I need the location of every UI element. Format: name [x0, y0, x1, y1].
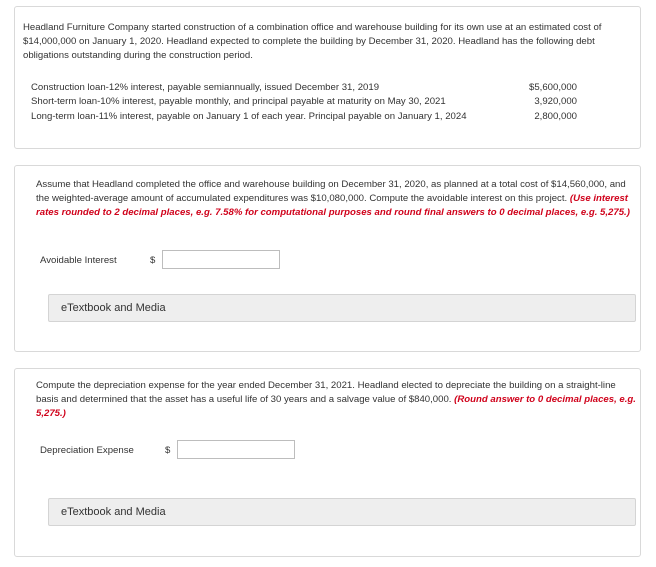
debt-amount: 2,800,000 — [534, 111, 577, 122]
depreciation-expense-card — [14, 368, 641, 557]
debt-amount: 3,920,000 — [534, 96, 577, 107]
avoidable-interest-label: Avoidable Interest — [40, 255, 117, 266]
rounding-instruction: (Use interest rates rounded to 2 decimal places, e.g. 7.58% for computational purposes and round final answers to 0 decimal places, e.g. 5,275.) — [36, 193, 630, 219]
debt-amount: $5,600,000 — [528, 82, 577, 93]
question-body: Compute the depreciation expense for the year ended December 31, 2021. Headland elected to depreciate the building on a straight-line basis and determined that the asset has a useful life of 30 years and a salvage value of $840,000. — [36, 380, 616, 406]
intro-text: Headland Furniture Company started construction of a combination office and warehouse building for its own use at an estimated cost of $14,000,000 on January 1, 2020. Headland expected to complete the building by December 31, 2020. Headland has the following debt obligations outstanding during the construction period. — [23, 22, 602, 62]
avoidable-interest-input[interactable] — [162, 250, 280, 269]
question-text — [36, 178, 636, 221]
depreciation-expense-input[interactable] — [177, 440, 295, 459]
debt-description: Short-term loan-10% interest, payable monthly, and principal payable at maturity on May 30, 2021 — [31, 96, 446, 107]
debt-description: Long-term loan-11% interest, payable on January 1 of each year. Principal payable on January 1, 2024 — [31, 111, 467, 122]
depreciation-expense-label: Depreciation Expense — [40, 445, 134, 456]
avoidable-interest-card — [14, 165, 641, 352]
debt-description: Construction loan-12% interest, payable semiannually, issued December 31, 2019 — [31, 82, 380, 93]
debt-row — [31, 95, 577, 109]
etextbook-media-button[interactable]: eTextbook and Media — [48, 294, 636, 322]
debt-row — [31, 110, 577, 124]
debt-row — [31, 81, 577, 95]
question-text — [36, 379, 636, 422]
problem-setup-card — [14, 6, 641, 149]
rounding-instruction: (Round answer to 0 decimal places, e.g. 5,275.) — [36, 394, 636, 420]
currency-symbol: $ — [150, 255, 156, 266]
question-body: Assume that Headland completed the office and warehouse building on December 31, 2020, as planned at a total cost of $14,560,000, and the weighted-average amount of accumulated expenditures was $10,080,000. Compute the avoidable interest on this project. — [36, 179, 626, 205]
currency-symbol: $ — [165, 445, 171, 456]
etextbook-media-button[interactable]: eTextbook and Media — [48, 498, 636, 526]
